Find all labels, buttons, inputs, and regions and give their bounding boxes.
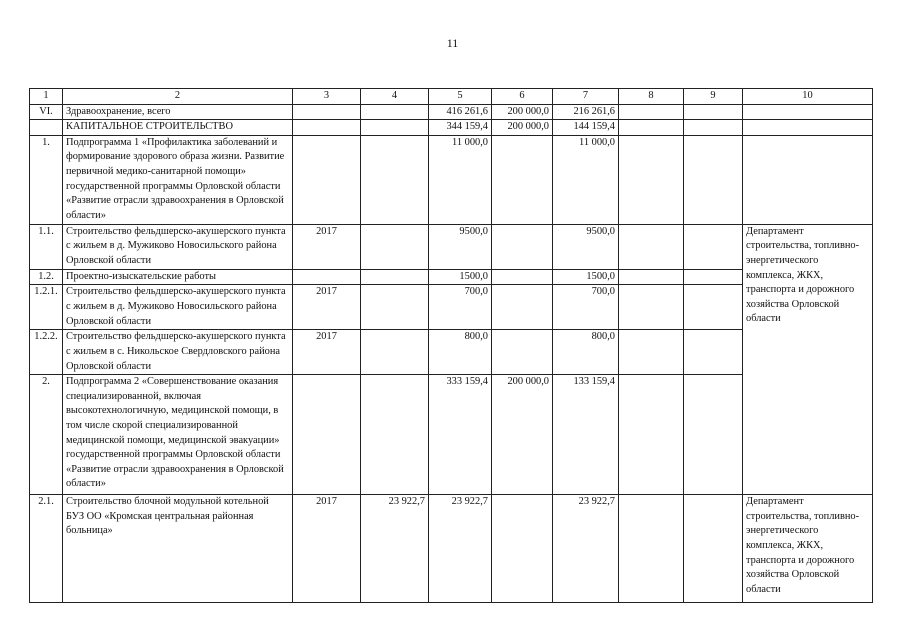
row-col8	[619, 495, 684, 603]
row-col6: 200 000,0	[492, 375, 553, 495]
table-row	[30, 495, 873, 603]
table-row	[30, 104, 873, 120]
row-col10	[743, 120, 873, 136]
header-cell: 1	[30, 89, 63, 105]
row-col4	[361, 135, 429, 224]
row-col7: 133 159,4	[553, 375, 619, 495]
page-number: 11	[446, 36, 459, 50]
responsible-department: Департамент строительства, топливно-энергетического комплекса, ЖКХ, транспорта и дорожного хозяйства Орловской области	[743, 224, 873, 494]
row-number: 1.2.2.	[30, 330, 63, 375]
row-col8	[619, 330, 684, 375]
row-name: Строительство блочной модульной котельной БУЗ ОО «Кромская центральная районная больница»	[63, 495, 293, 603]
row-year	[293, 104, 361, 120]
row-year	[293, 375, 361, 495]
header-cell: 10	[743, 89, 873, 105]
row-number: 2.1.	[30, 495, 63, 603]
row-col6: 200 000,0	[492, 120, 553, 136]
row-col8	[619, 375, 684, 495]
row-col9	[684, 104, 743, 120]
row-col4	[361, 224, 429, 269]
row-col7: 1500,0	[553, 269, 619, 285]
row-col5: 416 261,6	[429, 104, 492, 120]
row-col4	[361, 269, 429, 285]
header-cell: 7	[553, 89, 619, 105]
row-number: 1.2.	[30, 269, 63, 285]
row-col8	[619, 224, 684, 269]
row-col9	[684, 330, 743, 375]
header-cell: 5	[429, 89, 492, 105]
row-col6: 200 000,0	[492, 104, 553, 120]
row-name: Строительство фельдшерско-акушерского пункта с жильем в д. Мужиково Новосильского района Орловской области	[63, 224, 293, 269]
header-row	[30, 89, 873, 105]
row-col6	[492, 135, 553, 224]
row-col5: 333 159,4	[429, 375, 492, 495]
row-col9	[684, 495, 743, 603]
row-year: 2017	[293, 224, 361, 269]
responsible-department: Департамент строительства, топливно-энергетического комплекса, ЖКХ, транспорта и дорожного хозяйства Орловской области	[743, 495, 873, 603]
row-col4: 23 922,7	[361, 495, 429, 603]
row-col7: 800,0	[553, 330, 619, 375]
row-col4	[361, 104, 429, 120]
header-cell: 8	[619, 89, 684, 105]
header-cell: 4	[361, 89, 429, 105]
row-number: 1.	[30, 135, 63, 224]
row-year: 2017	[293, 285, 361, 330]
row-col7: 11 000,0	[553, 135, 619, 224]
row-col7: 216 261,6	[553, 104, 619, 120]
row-col8	[619, 104, 684, 120]
row-year	[293, 269, 361, 285]
header-cell: 9	[684, 89, 743, 105]
row-col5: 800,0	[429, 330, 492, 375]
row-name: КАПИТАЛЬНОЕ СТРОИТЕЛЬСТВО	[63, 120, 293, 136]
table-row	[30, 120, 873, 136]
row-col4	[361, 285, 429, 330]
budget-table	[29, 88, 873, 603]
row-col4	[361, 330, 429, 375]
row-col10	[743, 104, 873, 120]
row-col9	[684, 269, 743, 285]
row-col6	[492, 285, 553, 330]
header-cell: 6	[492, 89, 553, 105]
row-year: 2017	[293, 330, 361, 375]
row-col6	[492, 269, 553, 285]
table-row	[30, 224, 873, 269]
row-col5: 11 000,0	[429, 135, 492, 224]
row-col8	[619, 269, 684, 285]
row-col8	[619, 120, 684, 136]
row-year	[293, 120, 361, 136]
row-col9	[684, 285, 743, 330]
row-name: Проектно-изыскательские работы	[63, 269, 293, 285]
row-col10	[743, 135, 873, 224]
row-number: 2.	[30, 375, 63, 495]
row-col4	[361, 120, 429, 136]
row-col8	[619, 285, 684, 330]
row-number: 1.2.1.	[30, 285, 63, 330]
row-number: VI.	[30, 104, 63, 120]
row-year	[293, 135, 361, 224]
row-col7: 9500,0	[553, 224, 619, 269]
row-col8	[619, 135, 684, 224]
row-col9	[684, 224, 743, 269]
row-col5: 23 922,7	[429, 495, 492, 603]
row-name: Строительство фельдшерско-акушерского пункта с жильем в д. Мужиково Новосильского района Орловской области	[63, 285, 293, 330]
row-col7: 23 922,7	[553, 495, 619, 603]
row-name: Здравоохранение, всего	[63, 104, 293, 120]
header-cell: 3	[293, 89, 361, 105]
row-col5: 700,0	[429, 285, 492, 330]
row-col9	[684, 375, 743, 495]
row-col9	[684, 135, 743, 224]
row-name: Подпрограмма 2 «Совершенствование оказания специализированной, включая высокотехнологичную, медицинской помощи, в том числе скорой специализированной медицинской помощи, медицинской эвакуации» государственной программы Орловской области «Развитие отрасли здравоохранения в Орловской области»	[63, 375, 293, 495]
row-name: Подпрограмма 1 «Профилактика заболеваний и формирование здорового образа жизни. Развитие первичной медико-санитарной помощи» государственной программы Орловской области «Развитие отрасли здравоохранения в Орловской области»	[63, 135, 293, 224]
header-cell: 2	[63, 89, 293, 105]
row-col6	[492, 330, 553, 375]
row-number: 1.1.	[30, 224, 63, 269]
row-col4	[361, 375, 429, 495]
row-col9	[684, 120, 743, 136]
row-number	[30, 120, 63, 136]
row-col6	[492, 495, 553, 603]
row-col7: 144 159,4	[553, 120, 619, 136]
table-row	[30, 135, 873, 224]
row-year: 2017	[293, 495, 361, 603]
row-col6	[492, 224, 553, 269]
row-col7: 700,0	[553, 285, 619, 330]
row-col5: 9500,0	[429, 224, 492, 269]
row-name: Строительство фельдшерско-акушерского пункта с жильем в с. Никольское Свердловского района Орловской области	[63, 330, 293, 375]
row-col5: 1500,0	[429, 269, 492, 285]
row-col5: 344 159,4	[429, 120, 492, 136]
